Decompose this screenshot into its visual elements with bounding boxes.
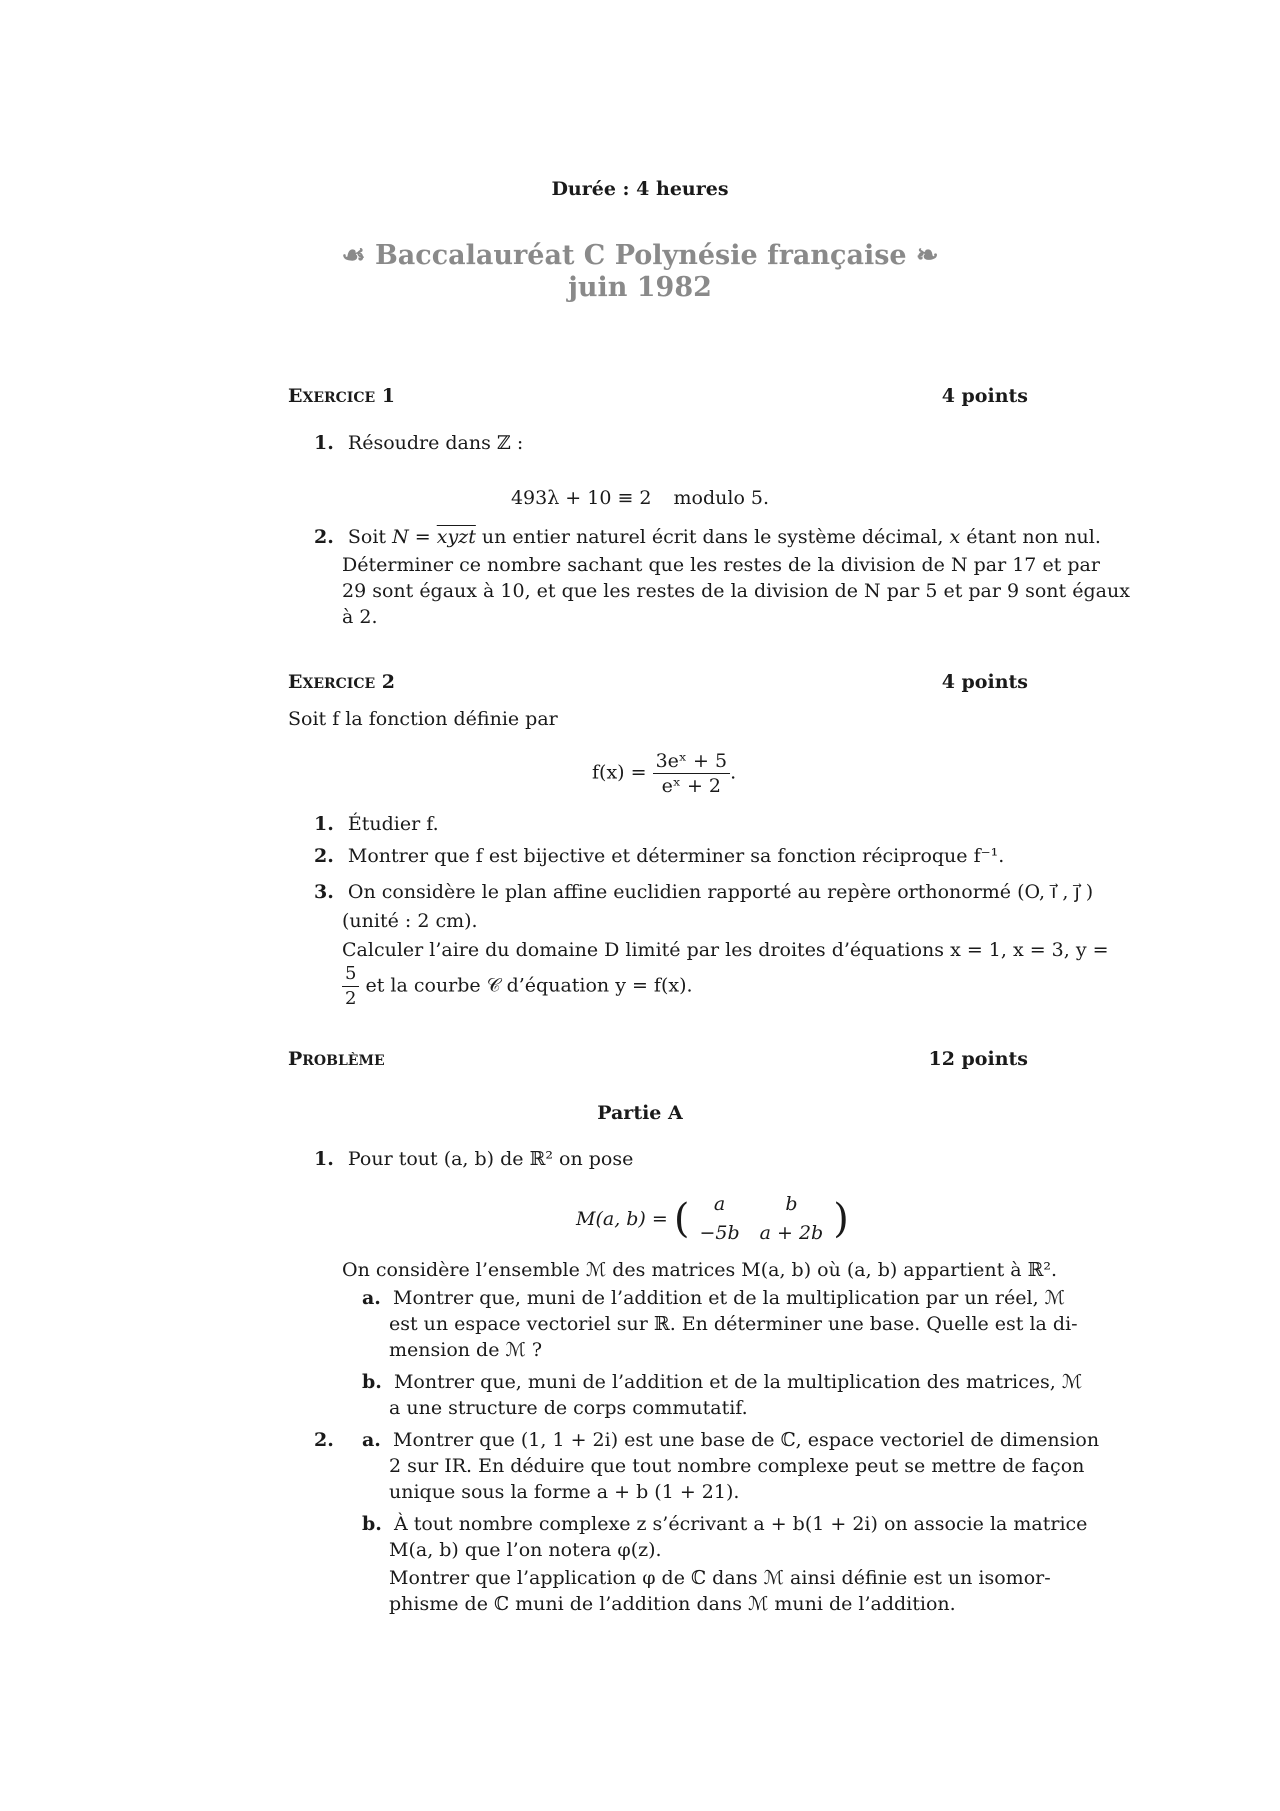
- matrix-definition: M(a, b) = ( a b −5b a + 2b ): [576, 1190, 849, 1248]
- prob-q2a-line2: 2 sur IR. En déduire que tout nombre complexe peut se mettre de façon: [389, 1455, 1085, 1477]
- problem-heading: PROBLÈME: [288, 1048, 385, 1070]
- exercise-2-heading: EXERCICE 2: [288, 671, 396, 693]
- prob-q2a-line1: a. Montrer que (1, 1 + 2i) est une base de ℂ, espace vectoriel de dimension: [362, 1429, 1100, 1451]
- exercise-2-points: 4 points: [941, 671, 1028, 693]
- part-a-title: Partie A: [597, 1102, 683, 1124]
- ex2-q3-line1: 3. On considère le plan affine euclidien rapporté au repère orthonormé (O, i⃗ , j⃗ ): [314, 881, 1094, 903]
- prob-q1a-line1: a. Montrer que, muni de l’addition et de la multiplication par un réel, ℳ: [362, 1287, 1065, 1309]
- duration: Durée : 4 heures: [551, 178, 729, 200]
- prob-q2a-line3: unique sous la forme a + b (1 + 21).: [389, 1481, 740, 1503]
- prob-q2b-line4: phisme de ℂ muni de l’addition dans ℳ muni de l’addition.: [389, 1593, 956, 1615]
- ex1-q2-line3: 29 sont égaux à 10, et que les restes de la division de N par 5 et par 9 sont égaux: [342, 580, 1130, 602]
- problem-points: 12 points: [928, 1048, 1028, 1070]
- prob-q2-num: 2.: [314, 1429, 334, 1451]
- prob-q1a-line2: est un espace vectoriel sur ℝ. En déterminer une base. Quelle est la di-: [389, 1313, 1078, 1335]
- prob-q1a-line3: mension de ℳ ?: [389, 1339, 543, 1361]
- ornament-left-icon: ☙: [341, 240, 366, 271]
- set-definition: On considère l’ensemble ℳ des matrices M(a, b) où (a, b) appartient à ℝ².: [342, 1259, 1058, 1281]
- ex1-q2-line4: à 2.: [342, 606, 378, 628]
- prob-q1: 1. Pour tout (a, b) de ℝ² on pose: [314, 1148, 634, 1170]
- ornament-right-icon: ❧: [916, 240, 939, 271]
- exercise-1-points: 4 points: [941, 385, 1028, 407]
- ex1-q1: 1. Résoudre dans ℤ :: [314, 432, 524, 454]
- ex2-q3-line3: Calculer l’aire du domaine D limité par les droites d’équations x = 1, x = 3, y =: [342, 939, 1109, 961]
- prob-q1b-line1: b. Montrer que, muni de l’addition et de la multiplication des matrices, ℳ: [362, 1371, 1083, 1393]
- ex2-q2: 2. Montrer que f est bijective et déterminer sa fonction réciproque f⁻¹.: [314, 845, 1005, 867]
- ex1-q2-line1: 2. Soit N = xyzt un entier naturel écrit dans le système décimal, x étant non nul.: [314, 526, 1101, 548]
- ex2-intro: Soit f la fonction définie par: [288, 708, 558, 730]
- five-halves-fraction: $\frac{5}{2}$: [342, 962, 359, 1011]
- ex2-q3-line2: (unité : 2 cm).: [342, 910, 478, 932]
- prob-q2b-line3: Montrer que l’application φ de ℂ dans ℳ ainsi définie est un isomor-: [389, 1567, 1051, 1589]
- exam-date: juin 1982: [568, 272, 712, 303]
- exercise-1-heading: EXERCICE 1: [288, 385, 396, 407]
- ex2-q1: 1. Étudier f.: [314, 813, 439, 835]
- matrix: a b −5b a + 2b: [699, 1193, 824, 1244]
- exam-title: [0, 240, 1280, 272]
- ex2-function-def: f(x) = $\frac{\text{3eˣ + 5}}{\text{eˣ + 2}}$ .: [592, 750, 737, 797]
- ex1-q2-line2: Déterminer ce nombre sachant que les restes de la division de N par 17 et par: [342, 554, 1100, 576]
- ex2-q3-line4: $\frac{5}{2}$ et la courbe 𝒞 d’équation y = f(x).: [342, 962, 693, 1011]
- frame-notation: (O, i⃗ , j⃗ ): [1017, 881, 1094, 903]
- ex1-congruence: 493λ + 10 ≡ 2 modulo 5.: [510, 487, 770, 509]
- prob-q2b-line1: b. À tout nombre complexe z s’écrivant a + b(1 + 2i) on associe la matrice: [362, 1513, 1088, 1535]
- prob-q2b-line2: M(a, b) que l’on notera φ(z).: [389, 1539, 662, 1561]
- function-fraction: $\frac{\text{3eˣ + 5}}{\text{eˣ + 2}}$: [653, 749, 730, 798]
- exam-title-text: Baccalauréat C Polynésie française: [374, 240, 907, 271]
- prob-q1b-line2: a une structure de corps commutatif.: [389, 1397, 748, 1419]
